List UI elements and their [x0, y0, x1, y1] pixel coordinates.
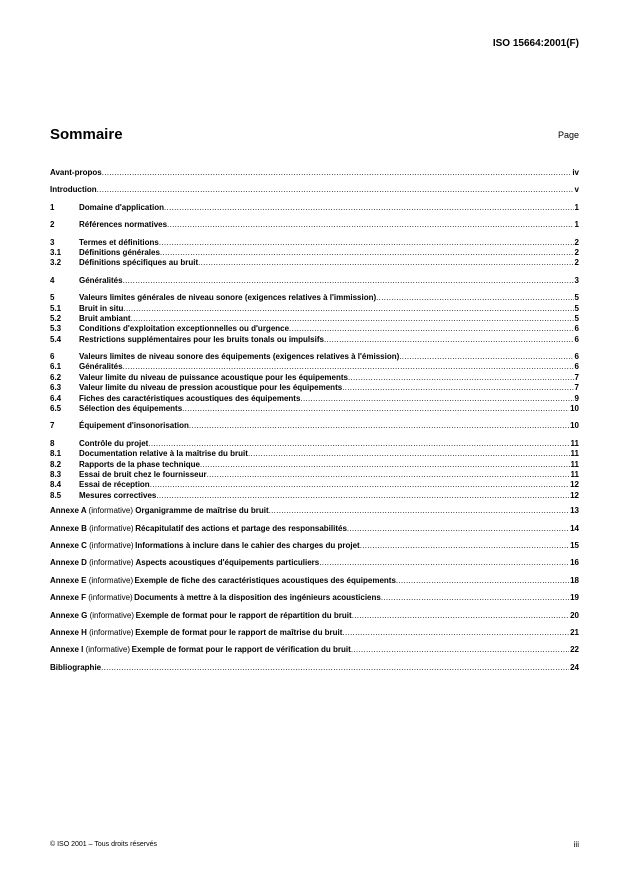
toc-section-number: 4	[50, 275, 55, 285]
toc-leader-dots	[150, 480, 569, 490]
toc-page-number: 1	[574, 220, 579, 230]
toc-page-number: 1	[574, 202, 579, 212]
toc-entry[interactable]	[50, 394, 579, 404]
toc-leader-dots	[399, 352, 573, 362]
toc-entry-title: Sélection des équipements	[79, 404, 183, 414]
toc-section-number: 6	[50, 352, 55, 362]
toc-entry-title: Aspects acoustiques d'équipements particuliers	[135, 558, 320, 568]
toc-leader-dots	[123, 304, 573, 314]
toc-page-number: 2	[574, 258, 579, 268]
toc-leader-dots	[123, 362, 574, 372]
toc-section-number: 8.2	[50, 459, 62, 469]
toc-page-number: 18	[570, 575, 579, 585]
toc-leader-dots	[289, 324, 574, 334]
toc-entry-title: Généralités	[79, 275, 123, 285]
toc-entry[interactable]	[50, 314, 579, 324]
toc-page-number: 12	[570, 490, 579, 500]
toc-annex-type: (informative)	[89, 523, 134, 533]
toc-page-number: 12	[570, 480, 579, 490]
toc-page-number: 2	[574, 247, 579, 257]
toc-page-number: 3	[574, 275, 579, 285]
toc-entry-title: Exemple de format pour le rapport de maîtrise du bruit	[135, 627, 343, 637]
toc-leader-dots	[131, 314, 574, 324]
table-of-contents	[50, 168, 579, 673]
toc-annex-entry[interactable]	[50, 576, 579, 586]
toc-page-number: 11	[570, 449, 579, 459]
toc-leader-dots	[347, 524, 569, 534]
toc-entry-title: Rapports de la phase technique	[79, 459, 200, 469]
toc-entry[interactable]	[50, 449, 579, 459]
toc-entry[interactable]	[50, 373, 579, 383]
toc-annex-type: (informative)	[89, 558, 134, 568]
toc-entry-title: Essai de bruit chez le fournisseur	[79, 469, 207, 479]
toc-annex-id: Annexe C	[50, 540, 87, 550]
toc-leader-dots	[348, 373, 574, 383]
toc-leader-dots	[160, 248, 574, 258]
toc-leader-dots	[123, 276, 574, 286]
toc-entry[interactable]	[50, 203, 579, 213]
toc-entry-title: Exemple de format pour le rapport de répartition du bruit	[135, 610, 352, 620]
toc-section-number: 6.1	[50, 362, 62, 372]
toc-leader-dots	[102, 168, 572, 178]
toc-section-number: 5.1	[50, 303, 62, 313]
toc-leader-dots	[324, 335, 574, 345]
toc-entry-title: Définitions spécifiques au bruit	[79, 258, 199, 268]
toc-entry-title: Restrictions supplémentaires pour les bruits tonals ou impulsifs	[79, 334, 324, 344]
toc-leader-dots	[381, 593, 569, 603]
toc-annex-label	[50, 558, 134, 568]
toc-page-number: 5	[574, 313, 579, 323]
toc-entry-title: Récapitulatif des actions et partage des responsabilités	[135, 523, 347, 533]
toc-leader-dots	[360, 541, 569, 551]
toc-annex-id: Annexe D	[50, 558, 87, 568]
toc-page-number: 11	[570, 469, 579, 479]
toc-section-number: 7	[50, 421, 55, 431]
toc-entry-title: Introduction	[50, 185, 97, 195]
toc-leader-dots	[342, 628, 569, 638]
toc-leader-dots	[97, 185, 574, 195]
toc-leader-dots	[164, 203, 574, 213]
toc-annex-label	[50, 576, 133, 586]
toc-section-number: 5.3	[50, 324, 62, 334]
toc-leader-dots	[376, 293, 573, 303]
toc-entry[interactable]	[50, 220, 579, 230]
toc-page-number: 10	[570, 404, 579, 414]
toc-section-number: 5.4	[50, 334, 62, 344]
toc-section-number: 8.1	[50, 449, 62, 459]
toc-entry-title: Valeur limite du niveau de pression acoustique pour les équipements	[79, 383, 343, 393]
toc-leader-dots	[207, 470, 570, 480]
toc-page-number: 24	[570, 662, 579, 672]
toc-page-number: 6	[574, 324, 579, 334]
toc-page-number: v	[574, 185, 579, 195]
toc-page-number: 9	[574, 393, 579, 403]
toc-leader-dots	[342, 383, 573, 393]
toc-page-number: 13	[570, 506, 579, 516]
toc-page-number: 7	[574, 372, 579, 382]
toc-entry[interactable]	[50, 293, 579, 303]
toc-leader-dots	[396, 576, 569, 586]
toc-annex-type: (informative)	[88, 506, 133, 516]
toc-entry[interactable]	[50, 248, 579, 258]
toc-leader-dots	[167, 220, 574, 230]
toc-page-number: iv	[572, 168, 579, 177]
toc-entry[interactable]	[50, 663, 579, 673]
toc-section-number: 6.4	[50, 393, 62, 403]
toc-annex-entry[interactable]	[50, 506, 579, 516]
toc-annex-type: (informative)	[89, 610, 135, 620]
toc-entry[interactable]	[50, 238, 579, 248]
page-column-label: Page	[557, 130, 579, 140]
toc-page-number: 10	[570, 421, 579, 431]
toc-annex-label	[50, 593, 133, 603]
toc-entry-title: Conditions d'exploitation exceptionnelles ou d'urgence	[79, 324, 290, 334]
toc-leader-dots	[198, 258, 573, 268]
toc-leader-dots	[101, 663, 569, 673]
footer-page-number: iii	[573, 840, 579, 849]
toc-entry[interactable]	[50, 404, 579, 414]
toc-page-number: 14	[570, 523, 579, 533]
toc-annex-id: Annexe I	[50, 645, 84, 655]
toc-page-number: 11	[570, 438, 579, 448]
toc-entry-title: Mesures correctives	[79, 490, 157, 500]
toc-leader-dots	[148, 439, 569, 449]
toc-leader-dots	[248, 449, 570, 459]
toc-leader-dots	[319, 558, 569, 568]
toc-entry-title: Références normatives	[79, 220, 168, 230]
toc-leader-dots	[269, 506, 569, 516]
toc-entry-title: Termes et définitions	[79, 237, 159, 247]
toc-page-number: 6	[574, 362, 579, 372]
toc-leader-dots	[351, 645, 569, 655]
copyright-footer: © ISO 2001 – Tous droits réservés	[50, 841, 157, 848]
toc-section-number: 5.2	[50, 313, 62, 323]
toc-page-number: 7	[574, 383, 579, 393]
toc-page-number: 22	[570, 645, 579, 655]
toc-entry[interactable]	[50, 383, 579, 393]
toc-section-number: 6.2	[50, 372, 62, 382]
toc-entry[interactable]	[50, 304, 579, 314]
toc-annex-entry[interactable]	[50, 645, 579, 655]
toc-annex-id: Annexe G	[50, 610, 88, 620]
toc-entry-title: Avant-propos	[50, 168, 102, 177]
toc-annex-label	[50, 541, 134, 551]
toc-section-number: 6.5	[50, 404, 62, 414]
toc-entry-title: Exemple de format pour le rapport de vérification du bruit	[131, 645, 351, 655]
toc-entry[interactable]	[50, 168, 579, 178]
toc-annex-id: Annexe B	[50, 523, 87, 533]
toc-entry-title: Généralités	[79, 362, 123, 372]
toc-leader-dots	[189, 421, 569, 431]
toc-annex-label	[50, 645, 130, 655]
toc-entry-title: Valeur limite du niveau de puissance acoustique pour les équipements	[79, 372, 348, 382]
toc-entry-title: Documents à mettre à la disposition des ingénieurs acousticiens	[134, 593, 381, 603]
toc-section-number: 6.3	[50, 383, 62, 393]
toc-entry[interactable]	[50, 352, 579, 362]
toc-page-number: 5	[574, 303, 579, 313]
toc-section-number: 8	[50, 438, 55, 448]
toc-annex-entry[interactable]	[50, 611, 579, 621]
toc-annex-id: Annexe F	[50, 593, 87, 603]
toc-page-number: 2	[574, 237, 579, 247]
toc-page-number: 15	[570, 540, 579, 550]
toc-entry-title: Essai de réception	[79, 480, 150, 490]
toc-entry[interactable]	[50, 362, 579, 372]
toc-section-number: 5	[50, 293, 55, 303]
toc-leader-dots	[182, 404, 569, 414]
toc-entry[interactable]	[50, 439, 579, 449]
toc-page-number: 5	[574, 293, 579, 303]
toc-entry[interactable]	[50, 276, 579, 286]
toc-entry[interactable]	[50, 324, 579, 334]
toc-page-number: 6	[574, 352, 579, 362]
toc-annex-entry[interactable]	[50, 524, 579, 534]
toc-entry[interactable]	[50, 258, 579, 268]
toc-leader-dots	[352, 611, 569, 621]
toc-page-number: 6	[574, 334, 579, 344]
toc-entry-title: Domaine d'application	[79, 202, 165, 212]
page-title: Sommaire	[50, 126, 123, 143]
toc-annex-label	[50, 611, 134, 621]
toc-annex-id: Annexe H	[50, 627, 87, 637]
toc-entry[interactable]	[50, 480, 579, 490]
toc-entry-title: Contrôle du projet	[79, 438, 149, 448]
toc-annex-id: Annexe E	[50, 575, 87, 585]
toc-section-number: 8.5	[50, 490, 62, 500]
toc-entry[interactable]	[50, 470, 579, 480]
toc-page-number: 21	[570, 627, 579, 637]
toc-annex-type: (informative)	[89, 627, 134, 637]
toc-annex-id: Annexe A	[50, 506, 87, 516]
toc-entry[interactable]	[50, 491, 579, 501]
toc-annex-entry[interactable]	[50, 541, 579, 551]
toc-entry-title: Organigramme de maîtrise du bruit	[135, 506, 269, 516]
toc-leader-dots	[300, 394, 573, 404]
toc-entry[interactable]	[50, 421, 579, 431]
toc-page-number: 20	[570, 610, 579, 620]
toc-annex-label	[50, 506, 133, 516]
toc-entry-title: Équipement d'insonorisation	[79, 421, 189, 431]
toc-annex-label	[50, 524, 134, 534]
toc-entry-title: Exemple de fiche des caractéristiques acoustiques des équipements	[134, 575, 396, 585]
toc-page-number: 16	[570, 558, 579, 568]
toc-entry-title: Valeurs limites de niveau sonore des équipements (exigences relatives à l'émission)	[79, 352, 400, 362]
toc-leader-dots	[156, 491, 569, 501]
toc-section-number: 8.3	[50, 469, 62, 479]
toc-section-number: 3.2	[50, 258, 62, 268]
toc-entry[interactable]	[50, 185, 579, 195]
toc-annex-entry[interactable]	[50, 593, 579, 603]
toc-annex-label	[50, 628, 134, 638]
toc-entry-title: Bruit in situ	[79, 303, 124, 313]
toc-annex-type: (informative)	[85, 645, 131, 655]
toc-annex-type: (informative)	[88, 593, 133, 603]
toc-annex-entry[interactable]	[50, 558, 579, 568]
document-header-id: ISO 15664:2001(F)	[492, 38, 579, 49]
toc-entry-title: Informations à inclure dans le cahier des charges du projet	[135, 540, 360, 550]
toc-page-number: 19	[570, 593, 579, 603]
toc-section-number: 8.4	[50, 480, 62, 490]
toc-entry-title: Fiches des caractéristiques acoustiques des équipements	[79, 393, 301, 403]
toc-annex-type: (informative)	[89, 540, 134, 550]
toc-section-number: 1	[50, 202, 55, 212]
toc-entry-title: Valeurs limites générales de niveau sonore (exigences relatives à l'immission)	[79, 293, 377, 303]
toc-entry[interactable]	[50, 460, 579, 470]
toc-entry[interactable]	[50, 335, 579, 345]
toc-leader-dots	[159, 238, 574, 248]
toc-entry-title: Bibliographie	[50, 662, 102, 672]
toc-section-number: 3.1	[50, 247, 62, 257]
toc-annex-entry[interactable]	[50, 628, 579, 638]
toc-page-number: 11	[570, 459, 579, 469]
toc-annex-type: (informative)	[88, 575, 134, 585]
toc-leader-dots	[200, 460, 570, 470]
toc-entry-title: Documentation relative à la maîtrise du bruit	[79, 449, 248, 459]
toc-section-number: 2	[50, 220, 55, 230]
toc-section-number: 3	[50, 237, 55, 247]
toc-entry-title: Définitions générales	[79, 247, 160, 257]
toc-entry-title: Bruit ambiant	[79, 313, 131, 323]
